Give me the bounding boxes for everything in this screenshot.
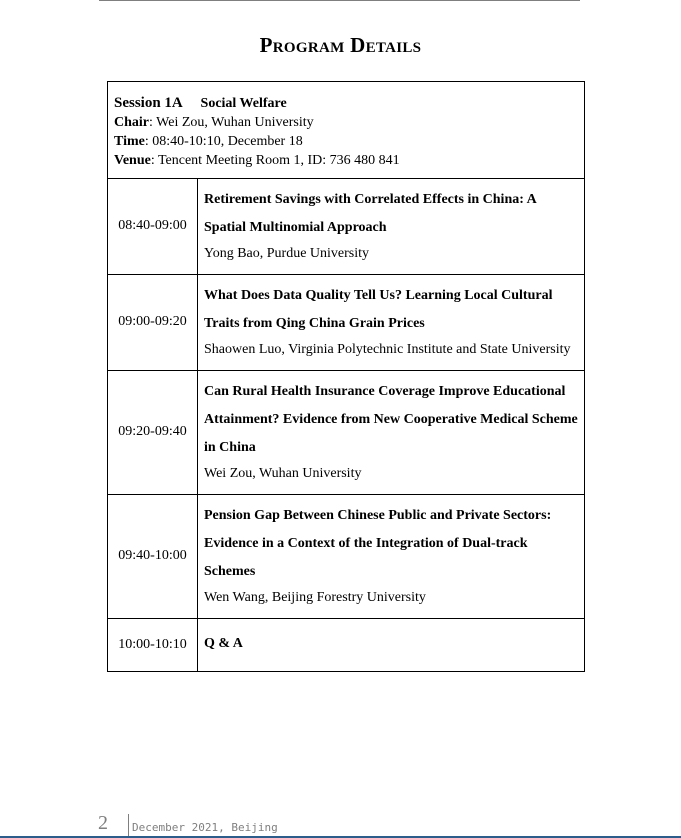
talk-details [198, 275, 585, 371]
talk-title: Pension Gap Between Chinese Public and Private Sectors: Evidence in a Context of the Integration of Dual-track Schemes [204, 508, 552, 579]
talk-details [198, 495, 585, 619]
session-heading [114, 94, 578, 113]
talk-details [198, 371, 585, 495]
talk-author: Shaowen Luo, Virginia Polytechnic Institute and State University [204, 342, 571, 357]
time-label: Time [114, 134, 145, 149]
talk-title: Retirement Savings with Correlated Effects in China: A Spatial Multinomial Approach [204, 192, 536, 235]
talk-time: 09:40-10:00 [108, 495, 198, 619]
session-id: Session 1A [114, 95, 183, 111]
session-name: Social Welfare [200, 96, 287, 111]
time-value: : 08:40-10:10, December 18 [144, 134, 303, 149]
table-row [108, 495, 585, 619]
qa-label: Q & A [204, 635, 243, 651]
chair-value: : Wei Zou, Wuhan University [149, 115, 314, 130]
venue-label: Venue [114, 153, 151, 168]
qa-row [108, 619, 585, 672]
table-row [108, 275, 585, 371]
footer-divider [128, 814, 129, 836]
venue-value: : Tencent Meeting Room 1, ID: 736 480 841 [150, 153, 400, 168]
talk-author: Wen Wang, Beijing Forestry University [204, 590, 426, 605]
table-row [108, 179, 585, 275]
page-number: 2 [98, 812, 108, 834]
talk-author: Yong Bao, Purdue University [204, 246, 370, 261]
chair-line [114, 113, 578, 132]
time-line [114, 132, 578, 151]
table-row [108, 371, 585, 495]
session-info [108, 82, 585, 179]
talk-time: 08:40-09:00 [108, 179, 198, 275]
qa-cell [198, 619, 585, 672]
program-table [107, 81, 585, 672]
talk-title: Can Rural Health Insurance Coverage Improve Educational Attainment? Evidence from New Cooperative Medical Scheme in China [204, 384, 578, 455]
venue-line [114, 151, 578, 170]
talk-time: 09:20-09:40 [108, 371, 198, 495]
qa-time: 10:00-10:10 [108, 619, 198, 672]
talk-author: Wei Zou, Wuhan University [204, 466, 362, 481]
talk-title: What Does Data Quality Tell Us? Learning Local Cultural Traits from Qing China Grain Prices [204, 288, 553, 331]
page-title: Program Details [259, 33, 422, 57]
talk-details [198, 179, 585, 275]
header-rule [99, 0, 580, 1]
talk-time: 09:00-09:20 [108, 275, 198, 371]
session-header-row [108, 82, 585, 179]
footer-text: December 2021, Beijing [132, 821, 278, 834]
chair-label: Chair [114, 115, 149, 130]
